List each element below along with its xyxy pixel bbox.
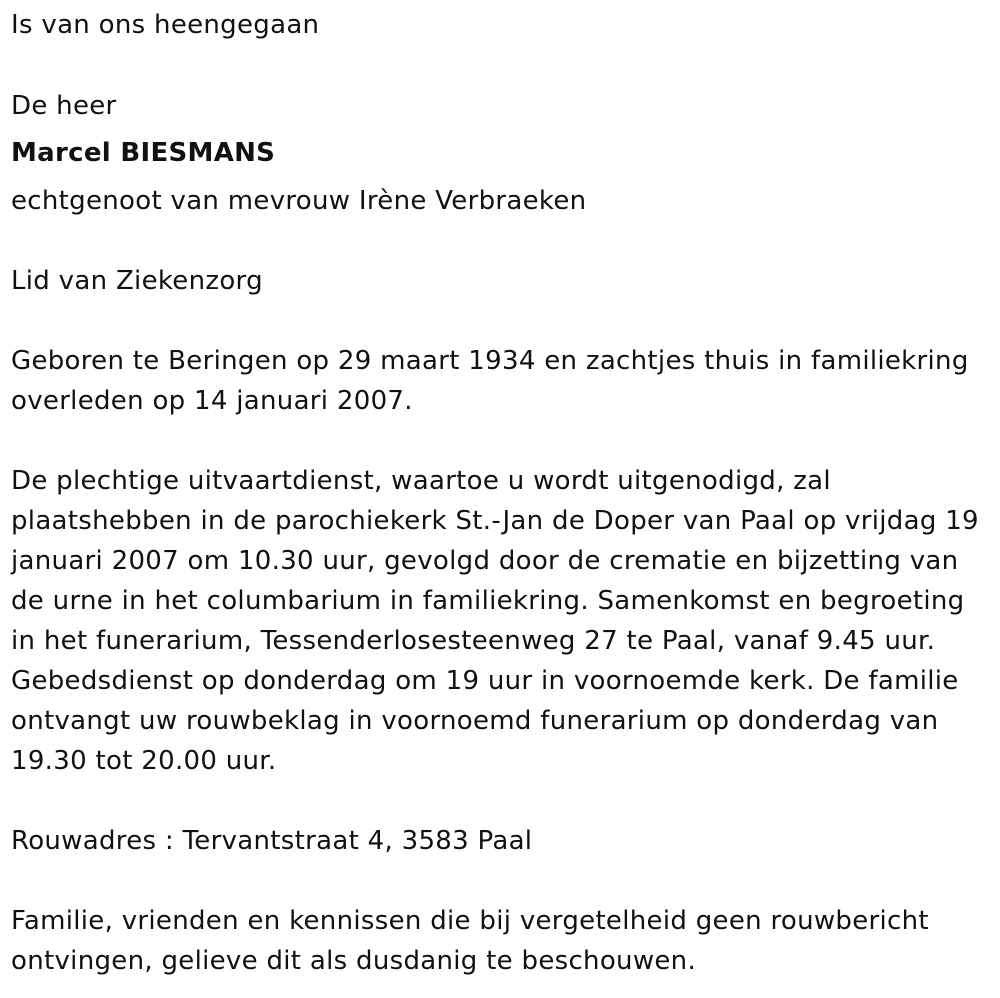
intro-text: Is van ons heengegaan <box>11 10 320 40</box>
deceased-name: Marcel BIESMANS <box>11 138 276 168</box>
ceremony-line: januari 2007 om 10.30 uur, gevolgd door de crematie en bijzetting van <box>11 546 959 576</box>
salutation-text: De heer <box>11 91 117 121</box>
closing-line: ontvingen, gelieve dit als dusdanig te beschouwen. <box>11 946 697 976</box>
mourning-address: Rouwadres : Tervantstraat 4, 3583 Paal <box>11 826 533 856</box>
birth-death-line: Geboren te Beringen op 29 maart 1934 en zachtjes thuis in familiekring <box>11 346 969 376</box>
ceremony-line: in het funerarium, Tessenderlosesteenweg 27 te Paal, vanaf 9.45 uur. <box>11 626 936 656</box>
ceremony-line: 19.30 tot 20.00 uur. <box>11 746 277 776</box>
ceremony-line: de urne in het columbarium in familiekring. Samenkomst en begroeting <box>11 586 965 616</box>
ceremony-line: plaatshebben in de parochiekerk St.-Jan de Doper van Paal op vrijdag 19 <box>11 506 979 536</box>
birth-death-line: overleden op 14 januari 2007. <box>11 386 413 416</box>
closing-line: Familie, vrienden en kennissen die bij vergetelheid geen rouwbericht <box>11 906 929 936</box>
membership-text: Lid van Ziekenzorg <box>11 266 263 296</box>
ceremony-line: ontvangt uw rouwbeklag in voornoemd funerarium op donderdag van <box>11 706 939 736</box>
ceremony-line: Gebedsdienst op donderdag om 19 uur in voornoemde kerk. De familie <box>11 666 959 696</box>
ceremony-line: De plechtige uitvaartdienst, waartoe u wordt uitgenodigd, zal <box>11 466 831 496</box>
spouse-text: echtgenoot van mevrouw Irène Verbraeken <box>11 186 587 216</box>
